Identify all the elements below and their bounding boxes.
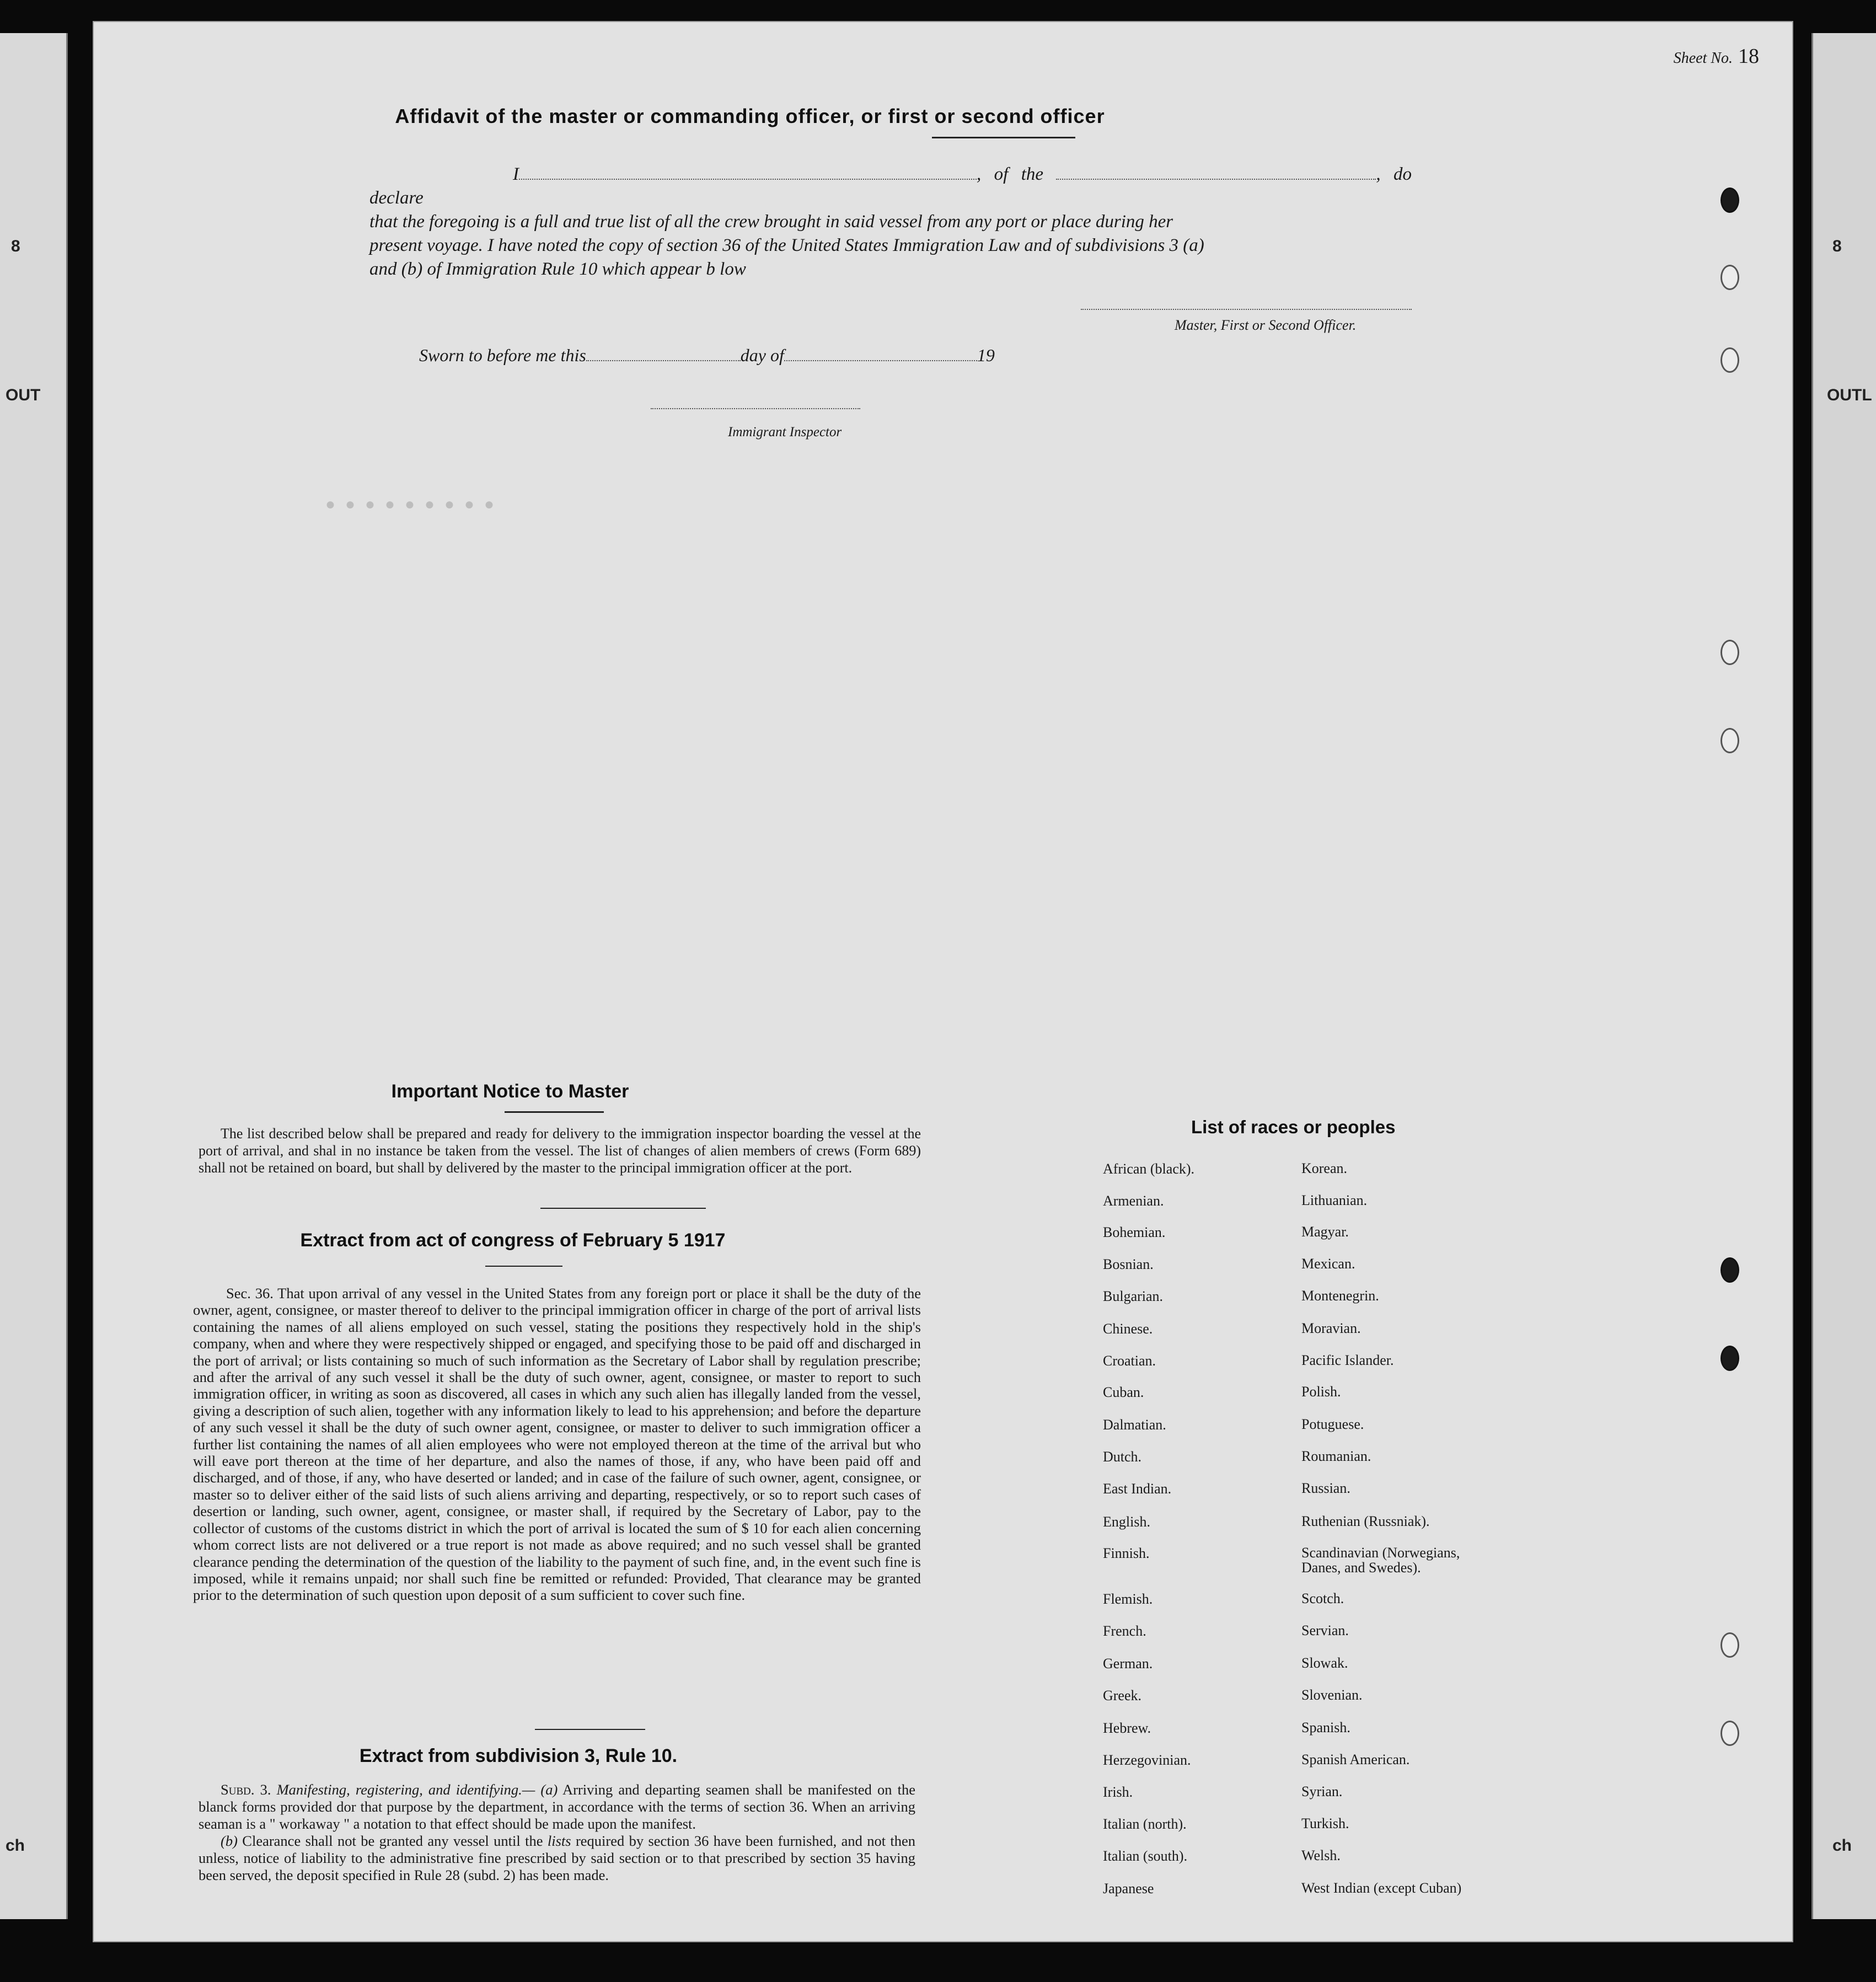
race-row — [1103, 1224, 1599, 1256]
divider — [505, 1111, 604, 1113]
binder-hole — [1720, 347, 1739, 373]
paragraph-b: (b) Clearance shall not be granted any vessel until the lists required by section 36 have been furnished, and not then unless, notice of liability to the administrative fine prescribed by said section or to that prescribed by section 35 having been served, the deposit specified in Rule 28 (subd. 2) has been made. — [199, 1833, 916, 1883]
race-entry: Slovenian. — [1301, 1687, 1363, 1703]
bleed-through-text: ● ● ● ● ● ● ● ● ● — [325, 496, 495, 515]
race-entry: West Indian (except Cuban) — [1301, 1880, 1462, 1896]
binder-hole — [1720, 640, 1739, 665]
margin-mark: OUTL — [1827, 386, 1872, 404]
sheet-number: Sheet No. 18 — [1673, 45, 1759, 68]
race-entry: Bulgarian. — [1103, 1288, 1164, 1304]
binder-hole — [1720, 1346, 1739, 1371]
divider — [932, 137, 1075, 138]
race-row — [1103, 1881, 1599, 1913]
divider — [540, 1208, 706, 1209]
race-entry: Hebrew. — [1103, 1720, 1151, 1736]
race-row — [1103, 1720, 1599, 1752]
race-row — [1103, 1161, 1599, 1193]
race-entry: Welsh. — [1301, 1847, 1341, 1863]
left-adjacent-page — [0, 33, 68, 1919]
race-entry: Bosnian. — [1103, 1256, 1154, 1272]
inspector-signature-line[interactable] — [651, 408, 860, 409]
race-entry: Slowak. — [1301, 1655, 1348, 1671]
race-entry: Korean. — [1301, 1160, 1348, 1176]
divider — [535, 1729, 645, 1730]
right-adjacent-page — [1811, 33, 1876, 1919]
extract-rule-title: Extract from subdivision 3, Rule 10. — [359, 1745, 678, 1766]
race-entry: Cuban. — [1103, 1384, 1144, 1400]
race-entry: Syrian. — [1301, 1783, 1343, 1799]
day-blank[interactable] — [586, 345, 741, 361]
race-row — [1103, 1623, 1599, 1655]
race-entry: Roumanian. — [1301, 1448, 1371, 1464]
race-entry: Bohemian. — [1103, 1224, 1166, 1240]
race-entry: Moravian. — [1301, 1320, 1361, 1336]
race-entry: Herzegovinian. — [1103, 1752, 1191, 1768]
month-blank[interactable] — [784, 345, 977, 361]
race-row — [1103, 1688, 1599, 1719]
race-row — [1103, 1545, 1599, 1577]
race-entry: Ruthenian (Russniak). — [1301, 1513, 1430, 1529]
race-row — [1103, 1752, 1599, 1784]
race-entry: Potuguese. — [1301, 1416, 1364, 1432]
section-36-text: Sec. 36. That upon arrival of any vessel in the United States from any foreign port or place it shall be the duty of the owner, agent, consignee, or master thereof to deliver to the principal immigration officer in charge of the port of arrival lists containing the names of all aliens employed on such vessel, stating the positions they respectively hold in the ship's company, when and where they were respectively shipped or engaged, and specifying those to be paid off and discharged in the port of arrival; or lists containing so much of such information as the Secretary of Labor shall by regulation prescribe; and after the arrival of any such vessel it shall be the duty of such owner, agent, consignee, or master to report to such immigration officer, in writing as soon as discovered, all cases in which any such alien has illegally landed from the vessel, giving a description of such alien, together with any information likely to lead to his apprehension; and before the departure of any such vessel it shall be the duty of such owner agent, consignee, or master to deliver to such immigration officer a further list containing the names of all alien employees who were not employed thereon at the time of the arrival but who will eave port thereon at the time of her departure, and also the names of those, if any, who have been paid off and discharged, and of those, if any, who have deserted or landed; and in case of the failure of such owner, agent, consignee, or master so to deliver either of the said lists of such aliens arriving and departing, respectively, or so to report such cases of desertion or landing, such owner, agent, consignee, or master shall, if required by the Secretary of Labor, pay to the collector of customs of the customs district in which the port of arrival is located the sum of $ 10 for each alien concerning whom correct lists are not delivered or a true report is not made as above required; and no such vessel shall be granted clearance pending the determination of the question of the liability to the payment of such fine, and, in the event such fine is imposed, while it remains unpaid; nor shall such fine be remitted or refunded: Provided, That clearance may be granted prior to the determination of such question upon deposit of a sum sufficient to cover such fine. — [193, 1285, 921, 1604]
notice-text: The list described below shall be prepared and ready for delivery to the immigration inspector boarding the vessel at the port of arrival, and shal in no instance be taken from the vessel. The list of changes of alien members of crews (Form 689) shall not be retained on board, but shall by delivered by the master to the principal immigration officer at the port. — [199, 1126, 921, 1176]
race-entry: Flemish. — [1103, 1591, 1153, 1607]
race-entry: Spanish. — [1301, 1719, 1350, 1735]
race-entry: Russian. — [1301, 1480, 1350, 1496]
signature-line[interactable] — [1081, 309, 1412, 310]
race-entry: Polish. — [1301, 1384, 1341, 1400]
margin-mark: 8 — [11, 237, 20, 255]
race-row — [1103, 1591, 1599, 1623]
race-entry: Scandinavian (Norwegians, Danes, and Swedes). — [1301, 1545, 1460, 1576]
race-entry: Italian (north). — [1103, 1816, 1187, 1832]
race-entry: Irish. — [1103, 1784, 1133, 1800]
race-entry: Dutch. — [1103, 1449, 1142, 1465]
binder-hole — [1720, 728, 1739, 753]
margin-mark: OUT — [6, 386, 41, 404]
margin-mark: 8 — [1832, 237, 1842, 255]
paragraph-a: Subd. 3. Manifesting, registering, and identifying.— (a) Arriving and departing seamen shall be manifested on the blanck forms provided dor that purpose by the department, in accordance with the terms of section 36. When an arriving seaman is a " workaway " a notation to that effect should be made upon the manifest. — [199, 1781, 916, 1832]
race-entry: Dalmatian. — [1103, 1417, 1166, 1433]
race-entry: Scotch. — [1301, 1590, 1344, 1606]
race-entry: East Indian. — [1103, 1481, 1172, 1497]
margin-mark: ch — [6, 1836, 25, 1855]
race-entry: Finnish. — [1103, 1545, 1150, 1561]
margin-mark: ch — [1832, 1836, 1852, 1855]
sworn-line: Sworn to before me this day of 19 — [419, 345, 995, 365]
race-entry: Turkish. — [1301, 1815, 1349, 1831]
race-entry: Mexican. — [1301, 1256, 1355, 1272]
binder-hole — [1720, 1257, 1739, 1283]
race-entry: Croatian. — [1103, 1353, 1156, 1369]
race-entry: Armenian. — [1103, 1193, 1164, 1209]
race-entry: Japanese — [1103, 1881, 1154, 1897]
affidavit-line-1: I , of the , do declare — [369, 164, 1412, 208]
manifest-page — [94, 22, 1792, 1941]
subdivision-3-text — [199, 1781, 915, 1884]
race-row — [1103, 1417, 1599, 1449]
binder-hole — [1720, 1632, 1739, 1658]
race-entry: Italian (south). — [1103, 1848, 1188, 1864]
race-entry: French. — [1103, 1623, 1146, 1639]
race-entry: Lithuanian. — [1301, 1192, 1368, 1208]
vessel-blank[interactable] — [1056, 163, 1376, 180]
race-row — [1103, 1288, 1599, 1320]
race-row — [1103, 1784, 1599, 1816]
inspector-label: Immigrant Inspector — [728, 425, 842, 440]
race-entry: Pacific Islander. — [1301, 1352, 1394, 1368]
signature-label: Master, First or Second Officer. — [1175, 317, 1357, 333]
race-row — [1103, 1816, 1599, 1848]
race-entry: Chinese. — [1103, 1321, 1153, 1337]
affidavit-text: I , of the , do declare that the foregoing is a full and true list of all the crew brought in said vessel from any port or place during her present voyage. I have noted the copy of section 36 of the United States Immigration Law and of subdivisions 3 (a) and (b) of Immigration Rule 10 which appear b low — [369, 163, 1412, 281]
name-blank[interactable] — [519, 163, 977, 180]
race-row — [1103, 1481, 1599, 1513]
race-entry: Spanish American. — [1301, 1751, 1410, 1767]
race-entry: Servian. — [1301, 1622, 1349, 1638]
race-entry: Montenegrin. — [1301, 1288, 1379, 1304]
binder-hole — [1720, 188, 1739, 213]
race-row — [1103, 1449, 1599, 1481]
binder-hole — [1720, 265, 1739, 290]
race-row — [1103, 1321, 1599, 1353]
race-row — [1103, 1353, 1599, 1385]
race-entry: Greek. — [1103, 1688, 1142, 1704]
race-entry: English. — [1103, 1514, 1150, 1530]
race-row — [1103, 1656, 1599, 1688]
extract-act-title: Extract from act of congress of February 5 1917 — [300, 1230, 726, 1251]
race-row — [1103, 1514, 1599, 1546]
notice-title: Important Notice to Master — [391, 1081, 629, 1102]
race-row — [1103, 1256, 1599, 1288]
race-row — [1103, 1384, 1599, 1416]
divider — [485, 1266, 562, 1267]
race-entry: Magyar. — [1301, 1224, 1349, 1240]
race-entry: German. — [1103, 1656, 1153, 1672]
race-row — [1103, 1848, 1599, 1880]
race-entry: African (black). — [1103, 1161, 1195, 1177]
affidavit-title: Affidavit of the master or commanding officer, or first or second officer — [395, 105, 1105, 127]
binder-hole — [1720, 1721, 1739, 1746]
races-title: List of races or peoples — [1191, 1117, 1396, 1137]
race-row — [1103, 1193, 1599, 1225]
